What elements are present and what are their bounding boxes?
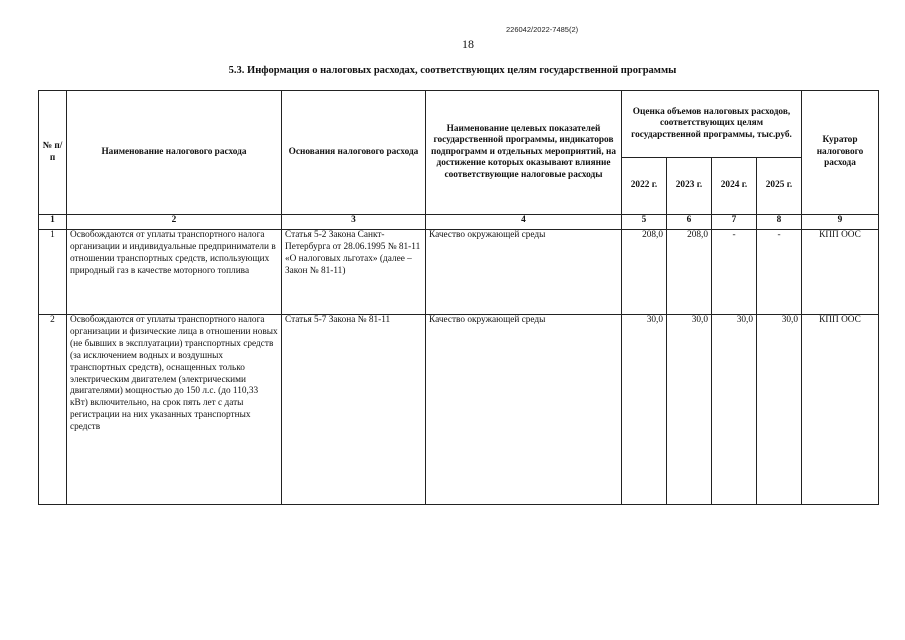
- table-row: [39, 230, 879, 315]
- section-title: 5.3. Информация о налоговых расходах, соответствующих целям государственной программы: [228, 65, 677, 76]
- table-row: [39, 315, 879, 505]
- header-estimate: Оценка объемов налоговых расходов, соответствующих целям государственной программы, тыс.руб.: [622, 91, 802, 158]
- target-indicator: Качество окружающей среды: [426, 315, 622, 505]
- header-curator: Куратор налогового расхода: [802, 91, 879, 215]
- tax-expenditure-basis: Статья 5-7 Закона № 81-11: [282, 315, 426, 505]
- header-basis: Основания налогового расхода: [282, 91, 426, 215]
- page-number: 18: [462, 37, 474, 51]
- value-2025: 30,0: [757, 315, 802, 505]
- column-number: 4: [426, 215, 622, 230]
- column-number: 8: [757, 215, 802, 230]
- column-number: 1: [39, 215, 67, 230]
- document-id: 226042/2022-7485(2): [506, 25, 579, 34]
- value-2023: 30,0: [667, 315, 712, 505]
- header-num: № п/п: [39, 91, 67, 215]
- value-2025: -: [757, 230, 802, 315]
- curator: КПП ООС: [802, 230, 879, 315]
- column-number: 3: [282, 215, 426, 230]
- header-name: Наименование налогового расхода: [67, 91, 282, 215]
- column-number: 2: [67, 215, 282, 230]
- value-2022: 208,0: [622, 230, 667, 315]
- column-number: 5: [622, 215, 667, 230]
- column-number: 9: [802, 215, 879, 230]
- header-year-2023: 2023 г.: [667, 158, 712, 215]
- header-year-2022: 2022 г.: [622, 158, 667, 215]
- tax-expenditure-name: Освобождаются от уплаты транспортного налога организации и физические лица в отношении новых (не бывших в эксплуатации) транспортных средств (за исключением водных и воздушных транспортных средств), оснащенных только электрическим двигателем (электрическими двигателями) мощностью до 150 л.с. (до 110,33 кВт) включительно, на срок пять лет с даты регистрации на них указанных транспортных средств: [67, 315, 282, 505]
- value-2023: 208,0: [667, 230, 712, 315]
- tax-expenditure-basis: Статья 5-2 Закона Санкт-Петербурга от 28.06.1995 № 81-11 «О налоговых льготах» (далее – Закон № 81-11): [282, 230, 426, 315]
- header-year-2024: 2024 г.: [712, 158, 757, 215]
- header-year-2025: 2025 г.: [757, 158, 802, 215]
- column-number-row: [39, 215, 879, 230]
- row-number: 2: [39, 315, 67, 505]
- value-2024: -: [712, 230, 757, 315]
- target-indicator: Качество окружающей среды: [426, 230, 622, 315]
- curator: КПП ООС: [802, 315, 879, 505]
- header-indicators: Наименование целевых показателей государственной программы, индикаторов подпрограмм и отдельных мероприятий, на достижение которых оказывают влияние соответствующие налоговые расходы: [426, 91, 622, 215]
- value-2022: 30,0: [622, 315, 667, 505]
- column-number: 7: [712, 215, 757, 230]
- tax-expenditure-name: Освобождаются от уплаты транспортного налога организации и индивидуальные предприниматели в отношении транспортных средств, использующих природный газ в качестве моторного топлива: [67, 230, 282, 315]
- column-number: 6: [667, 215, 712, 230]
- row-number: 1: [39, 230, 67, 315]
- value-2024: 30,0: [712, 315, 757, 505]
- tax-expenditure-table: [38, 90, 879, 505]
